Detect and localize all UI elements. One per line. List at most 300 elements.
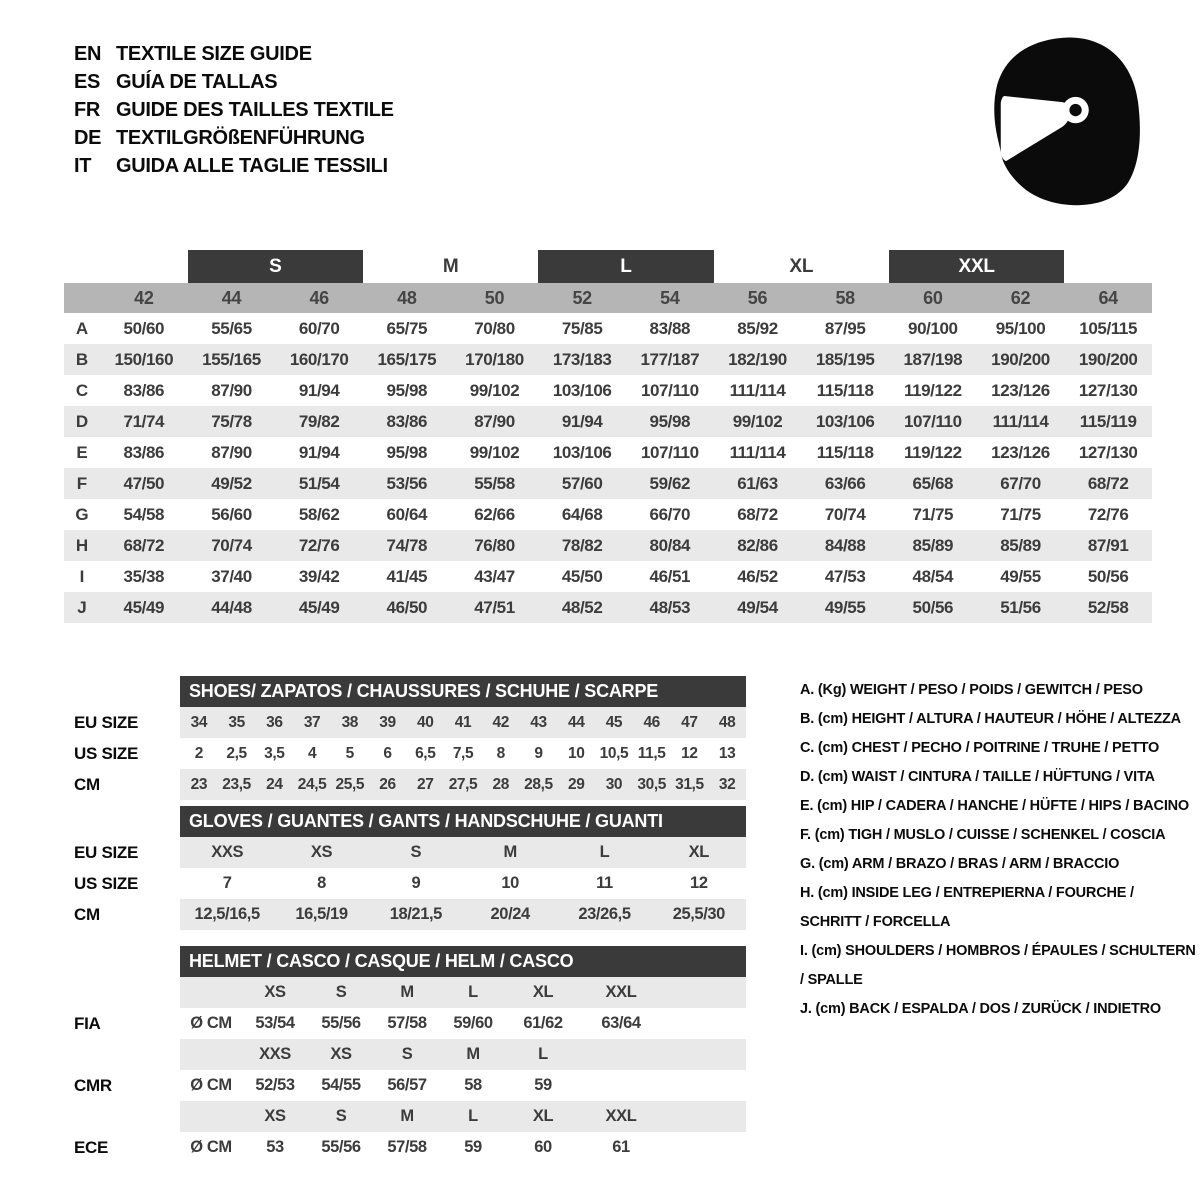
cell-value: 25,5	[335, 775, 365, 793]
side-label: FIA	[74, 1013, 101, 1033]
cell-value: 39	[379, 713, 396, 731]
corner-spacer	[64, 283, 100, 313]
cell-value: 6,5	[415, 744, 436, 762]
textile-row-H	[64, 530, 1152, 561]
shoes-table-title: SHOES/ ZAPATOS / CHAUSSURES / SCHUHE / SCARPE	[180, 676, 746, 707]
language-row	[74, 152, 394, 180]
cell-value: 4	[307, 744, 317, 762]
cell-value: 53	[266, 1138, 284, 1156]
cell-value: 45/50	[561, 566, 603, 586]
row-cells	[180, 707, 746, 738]
shoes-row	[74, 769, 746, 800]
textile-row-E	[64, 437, 1152, 468]
cell-value: Ø CM	[190, 1014, 232, 1032]
cell-value: 24	[266, 775, 283, 793]
cell-value: 27,5	[448, 775, 478, 793]
gloves-row	[74, 837, 746, 868]
cell-value: 2	[194, 744, 203, 762]
language-code: IT	[74, 154, 92, 177]
size-group-l: L	[538, 250, 713, 283]
cell-value: 30,5	[637, 775, 666, 793]
cell-value: 99/102	[469, 380, 520, 400]
row-label: I	[79, 566, 85, 586]
cell-value	[580, 1039, 662, 1070]
cell-value: 46	[643, 713, 660, 731]
cell-value: M	[503, 843, 517, 861]
legend-item: F. (cm) TIGH / MUSLO / CUISSE / SCHENKEL / COSCIA	[800, 827, 1166, 843]
cell-value: 50/56	[1087, 566, 1129, 586]
cell-value: 55/65	[211, 318, 252, 338]
cell-value: 57/60	[561, 473, 603, 493]
row-label: H	[75, 535, 89, 555]
cell-value: 44/48	[211, 597, 252, 617]
legend-item: J. (cm) BACK / ESPALDA / DOS / ZURÜCK / INDIETRO	[800, 1001, 1161, 1017]
side-label: CM	[74, 904, 100, 924]
cell-value: 55/58	[474, 473, 515, 493]
shoes-row	[74, 707, 746, 738]
cell-value: 13	[718, 744, 736, 762]
cell-value: 190/200	[991, 349, 1050, 369]
cell-value: 67/70	[1000, 473, 1041, 493]
helmet-table	[74, 946, 746, 1163]
cell-value: 61/63	[737, 473, 778, 493]
cell-value: 127/130	[1078, 380, 1138, 400]
gloves-table	[74, 806, 746, 930]
cell-value: XL	[688, 843, 709, 861]
cell-value: 127/130	[1078, 442, 1138, 462]
cell-value: 45/49	[298, 597, 340, 617]
textile-row-C	[64, 375, 1152, 406]
gloves-rows	[74, 837, 746, 930]
cell-value: XS	[264, 983, 286, 1001]
row-cells	[180, 1132, 746, 1163]
size-group-xxl: XXL	[889, 250, 1064, 283]
cell-value: 60/70	[298, 318, 340, 338]
textile-row-A	[64, 313, 1152, 344]
cell-value: 51/54	[298, 473, 340, 493]
textile-table-body	[64, 313, 1152, 623]
cell-value: 107/110	[640, 442, 699, 462]
row-label: C	[75, 380, 89, 400]
helmet-row	[74, 1070, 746, 1101]
cell-value: 8	[496, 744, 505, 762]
cell-value: 49/55	[1000, 566, 1041, 586]
cell-value: 27	[417, 775, 434, 793]
language-list	[74, 40, 394, 180]
cell-value: 59/60	[453, 1014, 493, 1032]
cell-value: 68/72	[737, 504, 778, 524]
helmet-row	[74, 977, 746, 1008]
cell-value: XXS	[259, 1045, 291, 1063]
cell-value: 47/53	[824, 566, 866, 586]
cell-value: 75/85	[561, 318, 603, 338]
cell-value: 84/88	[824, 535, 866, 555]
cell-value: 74/78	[386, 535, 428, 555]
cell-value: 115/119	[1079, 411, 1137, 431]
size-number: 54	[660, 287, 680, 308]
size-number: 42	[134, 287, 154, 308]
language-label: GUIDE DES TAILLES TEXTILE	[116, 98, 394, 121]
cell-value: 48	[718, 713, 736, 731]
cell-value: 59	[534, 1076, 552, 1094]
cell-value: 87/91	[1087, 535, 1129, 555]
cell-value: 85/89	[1000, 535, 1041, 555]
cell-value: Ø CM	[190, 1076, 232, 1094]
cell-value: 68/72	[123, 535, 165, 555]
cell-value: 58	[464, 1076, 482, 1094]
language-label: TEXTILGRÖßENFÜHRUNG	[116, 126, 365, 149]
cell-value: 95/98	[649, 411, 691, 431]
cell-value: Ø CM	[190, 1138, 232, 1156]
row-label: J	[77, 597, 87, 617]
row-cells	[180, 1070, 746, 1101]
cell-value: 111/114	[729, 380, 786, 400]
cell-value: 47/51	[474, 597, 515, 617]
cell-value: 66/70	[649, 504, 691, 524]
legend-item: G. (cm) ARM / BRAZO / BRAS / ARM / BRACCIO	[800, 856, 1120, 872]
cell-value: 123/126	[991, 380, 1050, 400]
helmet-icon	[972, 30, 1158, 206]
cell-value: 70/74	[824, 504, 866, 524]
row-cells	[180, 1039, 746, 1070]
cell-value: 115/118	[816, 380, 874, 400]
legend-item: D. (cm) WAIST / CINTURA / TAILLE / HÜFTUNG / VITA	[800, 769, 1155, 785]
cell-value	[180, 1039, 242, 1070]
cell-value: 75/78	[211, 411, 252, 431]
helmet-row	[74, 1101, 746, 1132]
cell-value: 71/74	[123, 411, 165, 431]
cell-value: 50/56	[912, 597, 954, 617]
cell-value: M	[400, 983, 414, 1001]
size-number: 56	[747, 287, 768, 308]
side-label: US SIZE	[74, 743, 139, 763]
cell-value: 48/54	[912, 566, 954, 586]
cell-value: 56/60	[211, 504, 252, 524]
cell-value: M	[400, 1107, 414, 1125]
cell-value: 87/90	[211, 380, 252, 400]
cell-value: 23/26,5	[578, 905, 631, 923]
cell-value: 103/106	[552, 380, 612, 400]
cell-value: 35	[228, 713, 245, 731]
size-number: 60	[923, 287, 943, 308]
cell-value: 80/84	[649, 535, 691, 555]
cell-value: 39/42	[298, 566, 340, 586]
cell-value: XXL	[605, 983, 637, 1001]
cell-value: XS	[310, 843, 333, 861]
side-label: EU SIZE	[74, 842, 139, 862]
cell-value: 54/58	[123, 504, 165, 524]
row-cells	[180, 977, 746, 1008]
cell-value: 9	[534, 744, 543, 762]
row-cells	[180, 1101, 746, 1132]
cell-value: 70/80	[474, 318, 515, 338]
shoes-row	[74, 738, 746, 769]
cell-value: 91/94	[298, 380, 340, 400]
cell-value: 65/75	[386, 318, 428, 338]
size-number: 52	[572, 287, 592, 308]
cell-value: 29	[567, 775, 585, 793]
cell-value: 54/55	[321, 1076, 361, 1094]
cell-value: 68/72	[1087, 473, 1129, 493]
cell-value: 53/54	[255, 1014, 295, 1032]
cell-value: 95/100	[995, 318, 1046, 338]
side-label: US SIZE	[74, 873, 139, 893]
cell-value: 82/86	[737, 535, 778, 555]
cell-value: 46/51	[649, 566, 691, 586]
cell-value	[180, 1101, 242, 1132]
cell-value: 56/57	[387, 1076, 427, 1094]
cell-value: 47/50	[123, 473, 165, 493]
cell-value: 38	[341, 713, 359, 731]
textile-row-I	[64, 561, 1152, 592]
cell-value: 187/198	[903, 349, 963, 369]
textile-size-groups	[64, 250, 1152, 283]
cell-value: 70/74	[211, 535, 252, 555]
size-number: 64	[1098, 287, 1118, 308]
measurement-legend	[800, 676, 1196, 1024]
cell-value: 34	[190, 713, 208, 731]
cell-value: 41/45	[386, 566, 428, 586]
cell-value: 31,5	[675, 775, 704, 793]
cell-value: 119/122	[903, 380, 962, 400]
cell-value: 115/118	[816, 442, 874, 462]
cell-value: 105/115	[1079, 318, 1138, 338]
cell-value: 49/55	[824, 597, 866, 617]
cell-value: 44	[567, 713, 585, 731]
row-cells	[180, 837, 746, 868]
cell-value: 55/56	[321, 1138, 361, 1156]
row-cells	[180, 738, 746, 769]
legend-item: E. (cm) HIP / CADERA / HANCHE / HÜFTE / HIPS / BACINO	[800, 798, 1189, 814]
cell-value: 58/62	[298, 504, 340, 524]
cell-value: 43	[530, 713, 547, 731]
language-row	[74, 40, 394, 68]
textile-size-band	[64, 283, 1152, 313]
cell-value: 99/102	[469, 442, 520, 462]
cell-value: 60/64	[386, 504, 428, 524]
language-code: EN	[74, 42, 102, 65]
cell-value: 95/98	[386, 380, 428, 400]
cell-value: XL	[532, 983, 554, 1001]
cell-value: 10,5	[599, 744, 629, 762]
cell-value: 48/52	[561, 597, 603, 617]
helmet-row	[74, 1039, 746, 1070]
cell-value: 12	[690, 874, 708, 892]
cell-value: S	[335, 983, 347, 1001]
cell-value: 23	[190, 775, 208, 793]
language-label: GUÍA DE TALLAS	[116, 70, 278, 93]
side-label	[74, 1101, 180, 1132]
cell-value: 46/50	[386, 597, 428, 617]
cell-value: M	[466, 1045, 480, 1063]
row-label: E	[76, 442, 88, 462]
side-spacer	[74, 806, 180, 837]
cell-value: 41	[454, 713, 472, 731]
cell-value: L	[538, 1045, 548, 1063]
cell-value: 26	[379, 775, 396, 793]
cell-value: 28	[492, 775, 509, 793]
row-label: D	[75, 411, 89, 431]
textile-row-F	[64, 468, 1152, 499]
cell-value: 71/75	[1000, 504, 1041, 524]
cell-value: 103/106	[552, 442, 612, 462]
legend-item: I. (cm) SHOULDERS / HOMBROS / ÉPAULES / SCHULTERN / SPALLE	[800, 943, 1196, 988]
language-code: DE	[74, 126, 102, 149]
cell-value: 123/126	[991, 442, 1050, 462]
cell-value: 150/160	[114, 349, 174, 369]
cell-value: 53/56	[386, 473, 428, 493]
side-label: CM	[74, 774, 100, 794]
cell-value: 16,5/19	[295, 905, 348, 923]
cell-value: 91/94	[298, 442, 340, 462]
cell-value: 78/82	[561, 535, 603, 555]
cell-value: XXL	[605, 1107, 637, 1125]
cell-value: 37/40	[211, 566, 252, 586]
cell-value: 87/95	[824, 318, 866, 338]
cell-value: 71/75	[912, 504, 954, 524]
row-label: F	[76, 473, 88, 493]
gloves-row	[74, 868, 746, 899]
legend-item: C. (cm) CHEST / PECHO / POITRINE / TRUHE / PETTO	[800, 740, 1160, 756]
cell-value: 155/165	[202, 349, 261, 369]
legend-item: H. (cm) INSIDE LEG / ENTREPIERNA / FOURCHE / SCHRITT / FORCELLA	[800, 885, 1134, 930]
cell-value: 59/62	[649, 473, 691, 493]
cell-value: 18/21,5	[389, 905, 442, 923]
cell-value: 185/195	[815, 349, 875, 369]
language-row	[74, 124, 394, 152]
cell-value: L	[599, 843, 610, 861]
side-label: ECE	[74, 1137, 109, 1157]
cell-value: 59	[464, 1138, 482, 1156]
cell-value: 85/92	[737, 318, 778, 338]
language-code: FR	[74, 98, 101, 121]
textile-row-J	[64, 592, 1152, 623]
cell-value: 45/49	[123, 597, 165, 617]
cell-value: 52/53	[255, 1076, 295, 1094]
side-label	[74, 1039, 180, 1070]
cell-value: S	[335, 1107, 347, 1125]
cell-value: 83/86	[386, 411, 428, 431]
cell-value: 90/100	[908, 318, 958, 338]
cell-value: XXS	[211, 843, 244, 861]
cell-value: 43/47	[474, 566, 515, 586]
gloves-table-title: GLOVES / GUANTES / GANTS / HANDSCHUHE / GUANTI	[180, 806, 746, 837]
cell-value: 107/110	[640, 380, 699, 400]
cell-value: 50/60	[123, 318, 165, 338]
side-label: EU SIZE	[74, 712, 139, 732]
cell-value: 83/86	[123, 442, 165, 462]
side-spacer	[74, 676, 180, 707]
cell-value: 2,5	[226, 744, 247, 762]
cell-value: S	[401, 1045, 413, 1063]
cell-value: XL	[532, 1107, 554, 1125]
language-label: TEXTILE SIZE GUIDE	[116, 42, 312, 65]
gloves-row	[74, 899, 746, 930]
cell-value: 111/114	[992, 411, 1049, 431]
textile-row-G	[64, 499, 1152, 530]
cell-value: 60	[534, 1138, 552, 1156]
cell-value: 63/66	[824, 473, 866, 493]
side-label: CMR	[74, 1075, 112, 1095]
cell-value: 8	[317, 874, 326, 892]
cell-value: 57/58	[387, 1138, 427, 1156]
cell-value: XS	[264, 1107, 286, 1125]
side-spacer	[74, 946, 180, 977]
cell-value: 52/58	[1087, 597, 1129, 617]
cell-value: L	[468, 1107, 478, 1125]
textile-row-B	[64, 344, 1152, 375]
language-row	[74, 96, 394, 124]
row-cells	[180, 868, 746, 899]
cell-value: 61/62	[523, 1014, 563, 1032]
row-cells	[180, 769, 746, 800]
cell-value: 23,5	[222, 775, 251, 793]
cell-value: 32	[718, 775, 736, 793]
cell-value: XS	[330, 1045, 352, 1063]
cell-value: 7,5	[452, 744, 474, 762]
cell-value: 177/187	[640, 349, 700, 369]
size-number: 58	[835, 287, 855, 308]
cell-value: 160/170	[289, 349, 349, 369]
helmet-table-title: HELMET / CASCO / CASQUE / HELM / CASCO	[180, 946, 746, 977]
cell-value	[580, 1070, 662, 1101]
cell-value: 45	[605, 713, 623, 731]
cell-value: 40	[417, 713, 434, 731]
size-number: 48	[397, 287, 417, 308]
helmet-rows	[74, 977, 746, 1163]
row-cells	[180, 1008, 746, 1039]
size-group-m: M	[442, 255, 459, 277]
cell-value: 55/56	[321, 1014, 361, 1032]
cell-value: 48/53	[649, 597, 691, 617]
cell-value: 9	[411, 874, 421, 892]
cell-value: 11,5	[637, 744, 666, 762]
helmet-row	[74, 1132, 746, 1163]
cell-value: 91/94	[561, 411, 603, 431]
cell-value: 111/114	[729, 442, 786, 462]
side-label	[74, 977, 180, 1008]
textile-size-table	[64, 250, 1152, 623]
size-number: 46	[309, 287, 329, 308]
size-number: 62	[1010, 287, 1031, 308]
cell-value: 12,5/16,5	[194, 905, 260, 923]
cell-value: 30	[605, 775, 623, 793]
cell-value: 24,5	[297, 775, 327, 793]
cell-value: 87/90	[211, 442, 252, 462]
cell-value: 103/106	[815, 411, 875, 431]
cell-value: 65/68	[912, 473, 954, 493]
cell-value: 85/89	[912, 535, 954, 555]
cell-value: 72/76	[1087, 504, 1129, 524]
cell-value: 49/52	[211, 473, 252, 493]
cell-value: 7	[222, 874, 232, 892]
cell-value: 42	[492, 713, 509, 731]
cell-value: 5	[345, 744, 354, 762]
cell-value: 51/56	[1000, 597, 1041, 617]
cell-value: 99/102	[732, 411, 783, 431]
cell-value: 190/200	[1078, 349, 1138, 369]
cell-value: 107/110	[903, 411, 962, 431]
row-label: G	[75, 504, 89, 524]
row-cells	[180, 899, 746, 930]
row-label: B	[75, 349, 89, 369]
cell-value: 62/66	[474, 504, 515, 524]
language-row	[74, 68, 394, 96]
row-label: A	[75, 318, 89, 338]
cell-value: 47	[681, 713, 698, 731]
cell-value: 57/58	[387, 1014, 427, 1032]
cell-value: 6	[383, 744, 392, 762]
